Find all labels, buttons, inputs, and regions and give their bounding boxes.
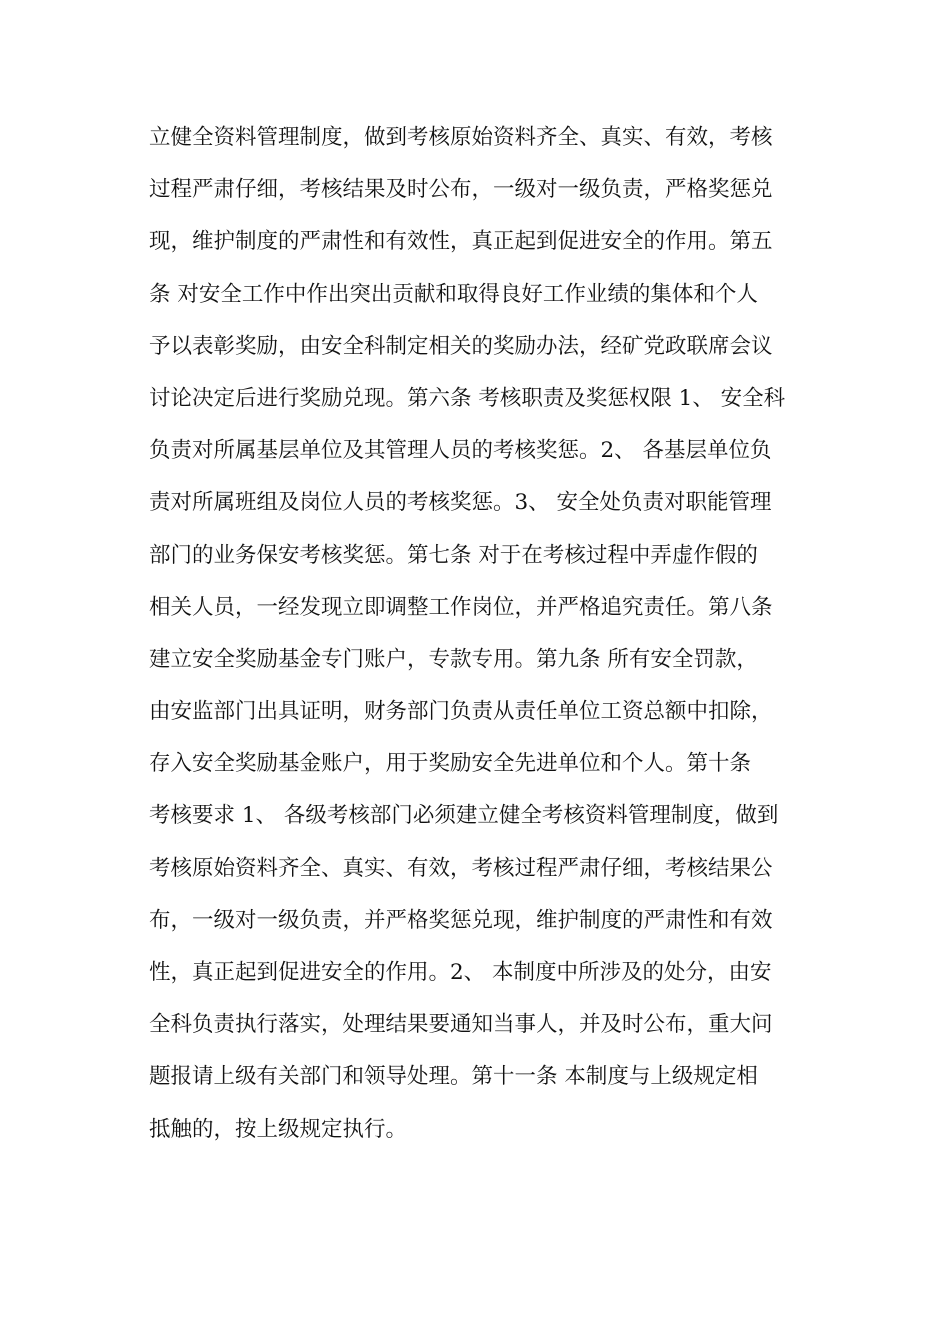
text-line: 相关人员，一经发现立即调整工作岗位，并严格追究责任。第八条 bbox=[149, 594, 773, 620]
text-line: 考核要求 1、 各级考核部门必须建立健全考核资料管理制度，做到 bbox=[149, 803, 779, 829]
text-line: 由安监部门出具证明，财务部门负责从责任单位工资总额中扣除， bbox=[149, 699, 773, 725]
text-line: 存入安全奖励基金账户，用于奖励安全先进单位和个人。第十条 bbox=[149, 751, 752, 777]
text-line: 过程严肃仔细，考核结果及时公布，一级对一级负责，严格奖惩兑 bbox=[149, 177, 773, 203]
text-line: 部门的业务保安考核奖惩。第七条 对于在考核过程中弄虚作假的 bbox=[149, 542, 758, 568]
body-text bbox=[149, 116, 809, 1160]
text-line: 条 对安全工作中作出突出贡献和取得良好工作业绩的集体和个人 bbox=[149, 281, 758, 307]
text-line: 考核原始资料齐全、真实、有效，考核过程严肃仔细，考核结果公 bbox=[149, 855, 773, 881]
text-line: 予以表彰奖励，由安全科制定相关的奖励办法，经矿党政联席会议 bbox=[149, 333, 773, 359]
text-line: 全科负责执行落实，处理结果要通知当事人，并及时公布，重大问 bbox=[149, 1012, 773, 1038]
text-line: 责对所属班组及岗位人员的考核奖惩。3、 安全处负责对职能管理 bbox=[149, 490, 772, 516]
text-line: 题报请上级有关部门和领导处理。第十一条 本制度与上级规定相 bbox=[149, 1064, 758, 1090]
text-line: 讨论决定后进行奖励兑现。第六条 考核职责及奖惩权限 1、 安全科 bbox=[149, 385, 786, 411]
text-line: 现，维护制度的严肃性和有效性，真正起到促进安全的作用。第五 bbox=[149, 229, 773, 255]
text-line: 性，真正起到促进安全的作用。2、 本制度中所涉及的处分，由安 bbox=[149, 960, 772, 985]
text-line: 布，一级对一级负责，并严格奖惩兑现，维护制度的严肃性和有效 bbox=[149, 907, 773, 933]
text-line: 负责对所属基层单位及其管理人员的考核奖惩。2、 各基层单位负 bbox=[149, 438, 772, 464]
text-line: 抵触的，按上级规定执行。 bbox=[149, 1116, 408, 1142]
text-line: 立健全资料管理制度，做到考核原始资料齐全、真实、有效，考核 bbox=[149, 125, 773, 150]
text-line: 建立安全奖励基金专门账户，专款专用。第九条 所有安全罚款， bbox=[149, 646, 758, 672]
